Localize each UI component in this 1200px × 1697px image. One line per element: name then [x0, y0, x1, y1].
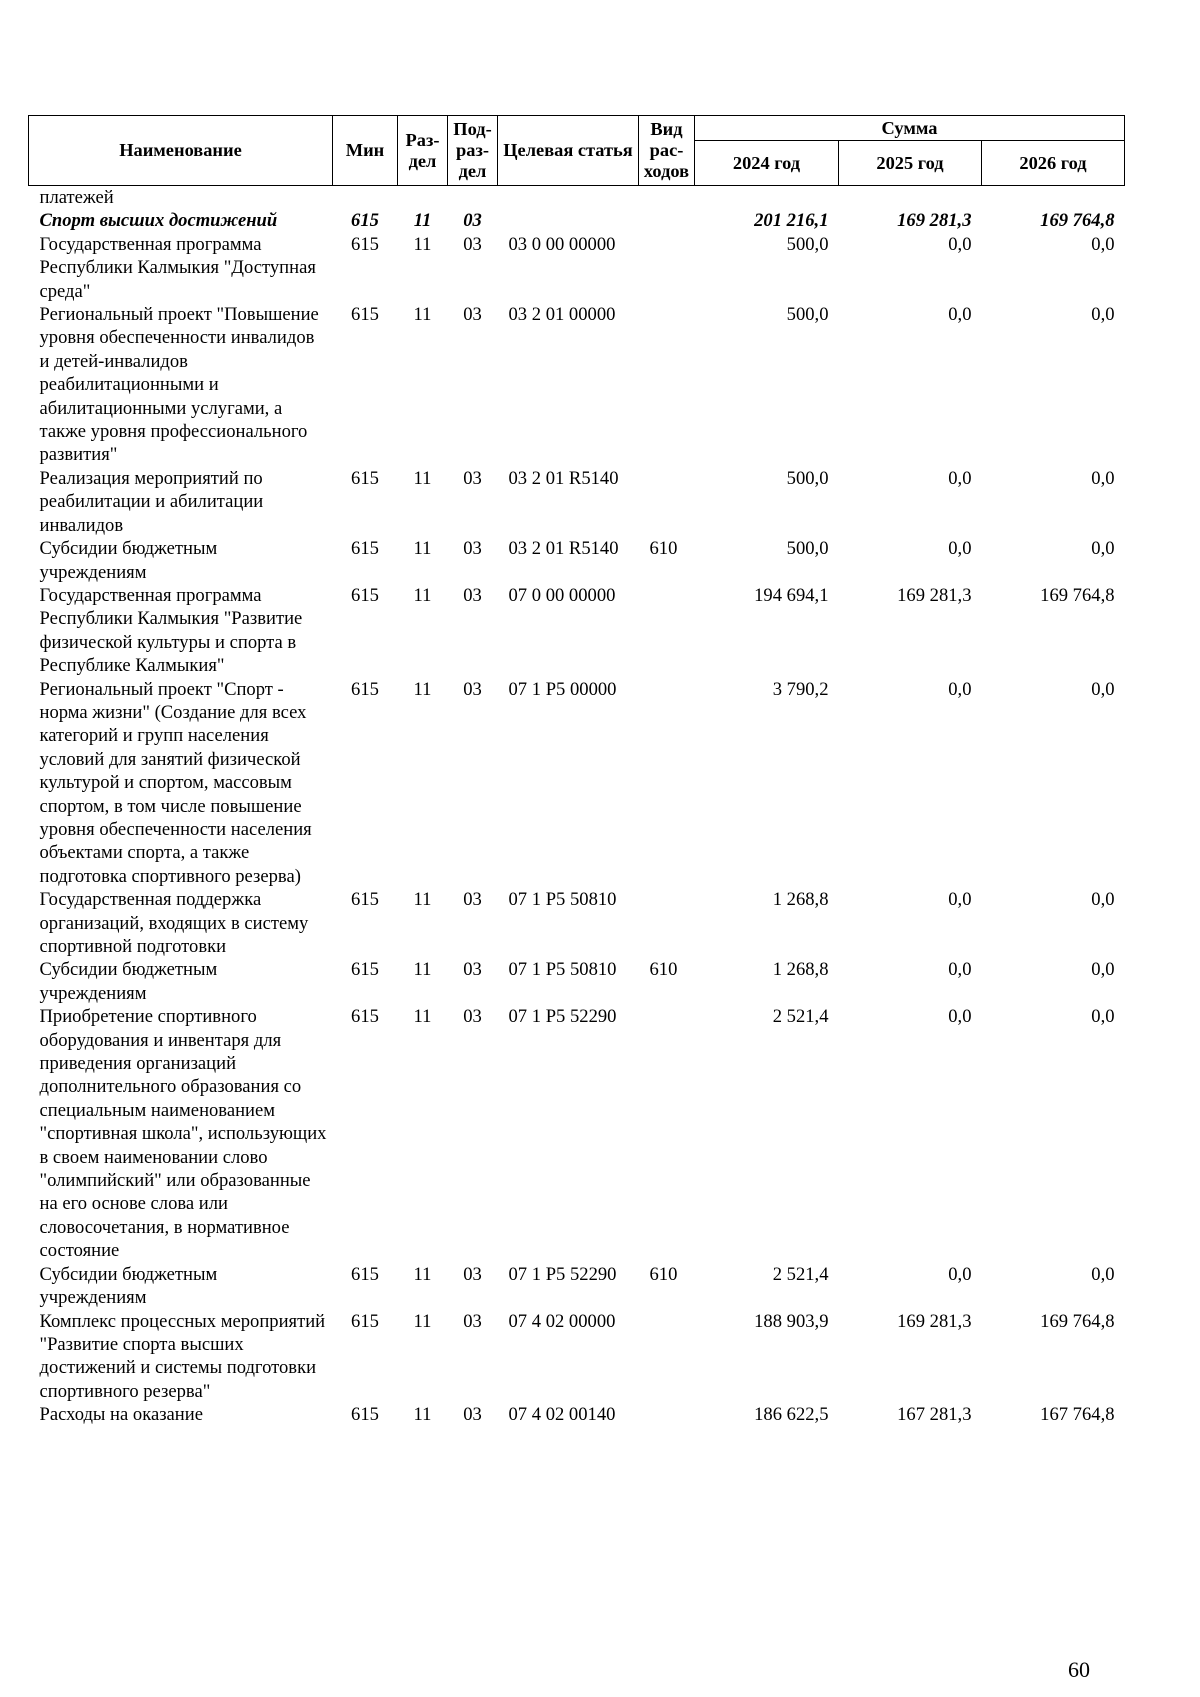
table-row [29, 467, 1125, 537]
row-sum-2025: 0,0 [948, 959, 972, 981]
table-row [29, 1310, 1125, 1404]
row-podrazdel: 03 [463, 959, 482, 981]
row-sum-2024: 2 521,4 [772, 1006, 829, 1028]
row-podrazdel: 03 [463, 584, 482, 606]
row-min: 615 [351, 1404, 379, 1426]
row-sum-2025: 0,0 [948, 1263, 972, 1285]
row-sum-2024: 186 622,5 [754, 1404, 829, 1426]
header-celevaya: Целевая статья [498, 116, 639, 186]
row-sum-2025: 167 281,3 [897, 1404, 972, 1426]
row-vid [639, 303, 695, 467]
row-sum-2025 [839, 186, 982, 210]
header-2025: 2025 год [839, 141, 982, 186]
row-celevaya: 07 0 00 00000 [508, 584, 616, 606]
row-sum-2025: 169 281,3 [897, 1310, 972, 1332]
row-podrazdel [448, 186, 498, 210]
row-min: 615 [351, 959, 379, 981]
row-sum-2024: 3 790,2 [772, 678, 829, 700]
header-vid-text: Вид рас-ходов [643, 119, 690, 181]
header-razdel [398, 116, 448, 186]
row-celevaya: 07 1 P5 52290 [508, 1263, 617, 1285]
row-name: Спорт высших достижений [39, 210, 278, 232]
table-row [29, 1263, 1125, 1310]
row-celevaya: 03 0 00 00000 [508, 233, 616, 255]
row-sum-2026: 167 764,8 [1040, 1404, 1115, 1426]
row-vid [639, 233, 695, 303]
table-row [29, 958, 1125, 1005]
row-sum-2026: 0,0 [1091, 538, 1115, 560]
row-celevaya [498, 186, 639, 210]
row-podrazdel: 03 [463, 304, 482, 326]
row-podrazdel: 03 [463, 889, 482, 911]
row-razdel: 11 [413, 584, 432, 606]
row-sum-2025: 0,0 [948, 304, 972, 326]
row-sum-2025: 0,0 [948, 678, 972, 700]
row-vid [639, 467, 695, 537]
row-celevaya: 07 1 P5 00000 [508, 678, 617, 700]
row-min: 615 [351, 889, 379, 911]
row-vid [639, 584, 695, 678]
row-razdel: 11 [413, 1006, 432, 1028]
row-min: 615 [351, 678, 379, 700]
row-sum-2025: 169 281,3 [897, 584, 972, 606]
table-row [29, 1005, 1125, 1262]
row-sum-2026: 0,0 [1091, 1006, 1115, 1028]
row-name: Комплекс процессных мероприятий "Развитие спорта высших достижений и системы подготовки спортивного резерва" [39, 1310, 326, 1402]
row-vid [639, 209, 695, 232]
row-celevaya: 03 2 01 R5140 [508, 538, 619, 560]
row-vid [639, 1310, 695, 1404]
row-min [333, 186, 398, 210]
row-sum-2026: 0,0 [1091, 233, 1115, 255]
header-2026: 2026 год [982, 141, 1125, 186]
row-podrazdel: 03 [463, 1404, 482, 1426]
row-podrazdel: 03 [463, 467, 482, 489]
row-vid: 610 [649, 1263, 678, 1285]
row-sum-2026: 0,0 [1091, 959, 1115, 981]
row-name: Субсидии бюджетным учреждениям [39, 959, 218, 1004]
row-razdel: 11 [413, 210, 432, 232]
row-sum-2024: 500,0 [786, 538, 829, 560]
row-podrazdel: 03 [463, 678, 482, 700]
row-sum-2024: 201 216,1 [754, 210, 829, 232]
row-min: 615 [351, 538, 379, 560]
row-sum-2024 [695, 186, 839, 210]
row-min: 615 [351, 1006, 379, 1028]
row-celevaya: 07 4 02 00140 [508, 1404, 616, 1426]
table-row [29, 537, 1125, 584]
header-podrazdel [448, 116, 498, 186]
row-sum-2026: 0,0 [1091, 889, 1115, 911]
row-podrazdel: 03 [463, 538, 482, 560]
row-celevaya: 03 2 01 R5140 [508, 467, 619, 489]
row-razdel: 11 [413, 1310, 432, 1332]
row-vid [639, 1005, 695, 1262]
row-sum-2025: 0,0 [948, 889, 972, 911]
row-sum-2025: 0,0 [948, 538, 972, 560]
header-podrazdel-text: Под-раз-дел [453, 119, 492, 181]
table-header [29, 116, 1125, 186]
row-sum-2025: 0,0 [948, 467, 972, 489]
page-number: 60 [1068, 1657, 1090, 1682]
header-min: Мин [333, 116, 398, 186]
row-sum-2026: 169 764,8 [1040, 210, 1115, 232]
row-min: 615 [351, 210, 379, 232]
row-name: Субсидии бюджетным учреждениям [39, 1263, 218, 1309]
row-min: 615 [351, 584, 379, 606]
table-row [29, 233, 1125, 303]
row-min: 615 [351, 233, 379, 255]
row-sum-2025: 0,0 [948, 233, 972, 255]
row-min: 615 [351, 1263, 379, 1285]
row-razdel [398, 186, 448, 210]
row-vid [639, 888, 695, 958]
row-name: Субсидии бюджетным учреждениям [39, 538, 218, 583]
row-name: платежей [39, 187, 114, 208]
header-vid [639, 116, 695, 186]
row-podrazdel: 03 [463, 210, 482, 232]
table-row [29, 888, 1125, 958]
table-body [29, 186, 1125, 1427]
row-name: Региональный проект "Повышение уровня обеспеченности инвалидов и детей-инвалидов реабилитационными и абилитационными услугами, а также уровня профессионального развития" [39, 304, 319, 466]
row-min: 615 [351, 1310, 379, 1332]
row-sum-2026: 0,0 [1091, 1263, 1115, 1285]
row-razdel: 11 [413, 538, 432, 560]
row-celevaya: 07 1 P5 52290 [508, 1006, 617, 1028]
row-sum-2024: 1 268,8 [772, 889, 829, 911]
row-sum-2026: 0,0 [1091, 467, 1115, 489]
row-sum-2024: 194 694,1 [754, 584, 829, 606]
table-row [29, 678, 1125, 889]
row-podrazdel: 03 [463, 1263, 482, 1285]
row-name: Реализация мероприятий по реабилитации и абилитации инвалидов [39, 467, 264, 536]
row-razdel: 11 [413, 304, 432, 326]
row-vid [639, 678, 695, 889]
row-razdel: 11 [413, 959, 432, 981]
row-razdel: 11 [413, 1404, 432, 1426]
table-row [29, 1403, 1125, 1426]
row-podrazdel: 03 [463, 1310, 482, 1332]
row-celevaya [498, 209, 639, 232]
header-summa: Сумма [695, 116, 1125, 141]
row-vid [639, 186, 695, 210]
budget-table [28, 115, 1125, 1427]
row-sum-2024: 1 268,8 [772, 959, 829, 981]
row-razdel: 11 [413, 678, 432, 700]
row-celevaya: 07 1 P5 50810 [508, 889, 617, 911]
row-sum-2025: 0,0 [948, 1006, 972, 1028]
row-sum-2026: 169 764,8 [1040, 1310, 1115, 1332]
row-razdel: 11 [413, 1263, 432, 1285]
row-vid [639, 1403, 695, 1426]
row-name: Приобретение спортивного оборудования и инвентаря для приведения организаций дополнительного образования со специальным наименованием "спортивная школа", использующих в своем наименовании слово "олимпийский" или образованные на его основе слова или словосочетания, в нормативное состояние [39, 1006, 327, 1262]
row-vid: 610 [649, 959, 678, 981]
table-row [29, 303, 1125, 467]
row-name: Региональный проект "Спорт - норма жизни" (Создание для всех категорий и групп населения условий для занятий физической культурой и спортом, массовым спортом, в том числе повышение уровня обеспеченности населения объектами спорта, а также подготовка спортивного резерва) [39, 678, 312, 887]
row-sum-2025: 169 281,3 [897, 210, 972, 232]
header-name: Наименование [29, 116, 333, 186]
row-sum-2024: 500,0 [786, 467, 829, 489]
row-vid: 610 [649, 538, 678, 560]
header-razdel-text: Раз-дел [405, 129, 440, 171]
row-razdel: 11 [413, 233, 432, 255]
row-name: Государственная программа Республики Калмыкия "Развитие физической культуры и спорта в Республике Калмыкия" [39, 584, 303, 677]
row-celevaya: 07 1 P5 50810 [508, 959, 617, 981]
row-razdel: 11 [413, 889, 432, 911]
row-name: Расходы на оказание [39, 1404, 203, 1426]
row-sum-2024: 2 521,4 [772, 1263, 829, 1285]
row-sum-2026: 169 764,8 [1040, 584, 1115, 606]
row-sum-2024: 500,0 [786, 233, 829, 255]
row-sum-2024: 188 903,9 [754, 1310, 829, 1332]
row-sum-2026: 0,0 [1091, 678, 1115, 700]
row-min: 615 [351, 467, 379, 489]
row-razdel: 11 [413, 467, 432, 489]
row-sum-2026 [982, 186, 1125, 210]
row-sum-2026: 0,0 [1091, 304, 1115, 326]
table-row [29, 209, 1125, 232]
header-2024: 2024 год [695, 141, 839, 186]
row-min: 615 [351, 304, 379, 326]
row-name: Государственная программа Республики Калмыкия "Доступная среда" [39, 233, 316, 302]
table-row [29, 186, 1125, 210]
row-name: Государственная поддержка организаций, входящих в систему спортивной подготовки [39, 889, 309, 957]
row-podrazdel: 03 [463, 233, 482, 255]
row-podrazdel: 03 [463, 1006, 482, 1028]
row-sum-2024: 500,0 [786, 304, 829, 326]
row-celevaya: 03 2 01 00000 [508, 304, 616, 326]
row-celevaya: 07 4 02 00000 [508, 1310, 616, 1332]
table-row [29, 584, 1125, 678]
